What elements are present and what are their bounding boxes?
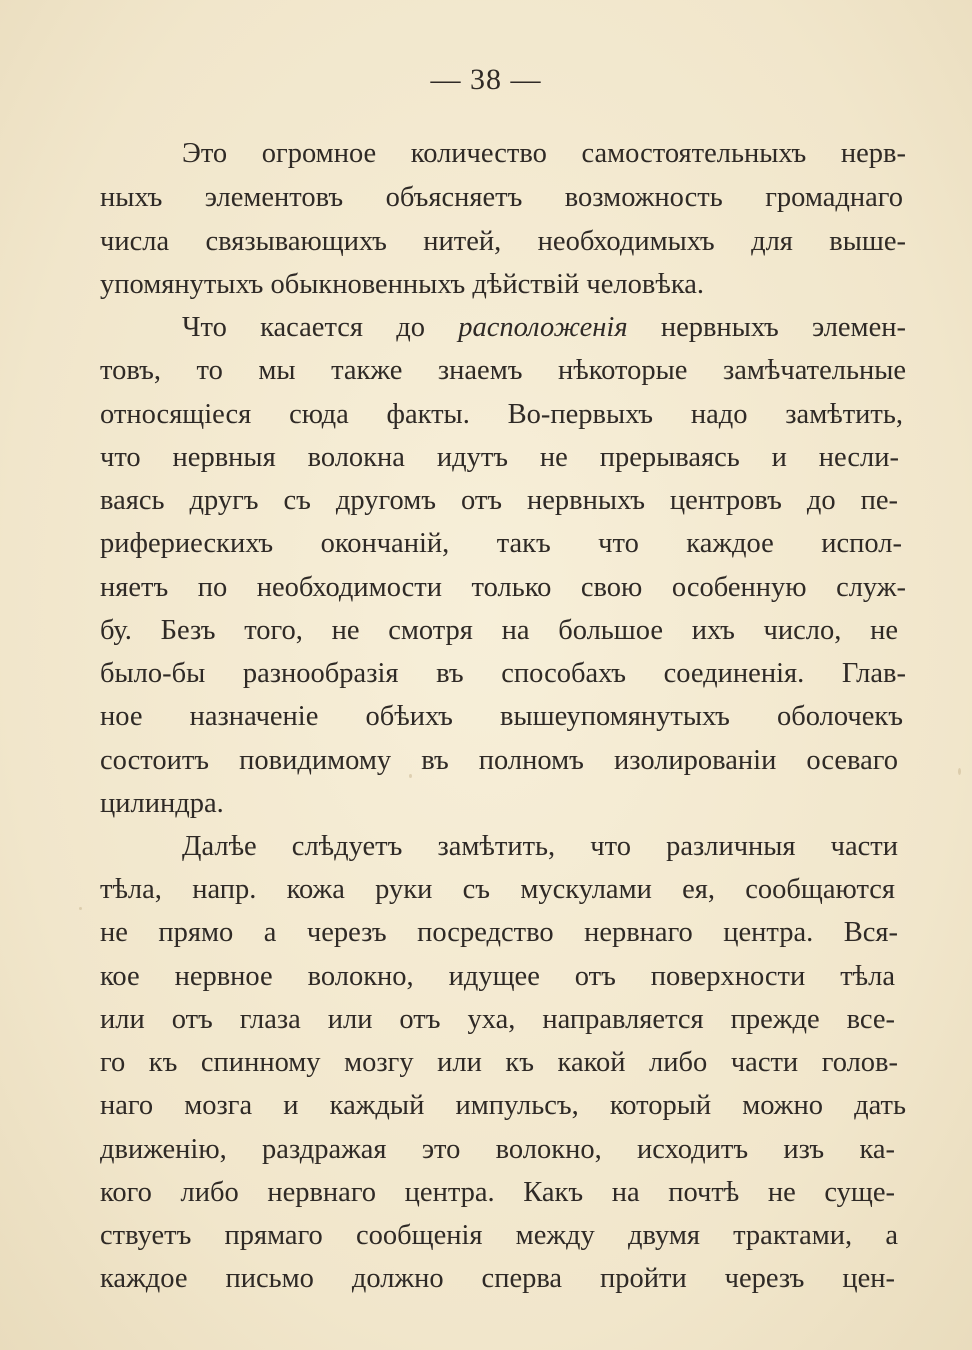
text-line: состоитъ повидимому въ полномъ изолированіи осеваго [100, 745, 898, 776]
text-line: упомянутыхъ обыкновенныхъ дѣйствій человѣка. [100, 269, 705, 300]
text-line: рифериескихъ окончаній, такъ что каждое испол- [100, 528, 902, 559]
page-number: — 38 — [430, 63, 542, 96]
text-line: Далѣе слѣдуетъ замѣтить, что различныя части [182, 831, 898, 862]
text-line: числа связывающихъ нитей, необходимыхъ для выше- [100, 226, 906, 257]
paper-speck [958, 768, 961, 775]
text-line: Это огромное количество самостоятельныхъ нерв- [182, 138, 906, 169]
text-line: относящіеся сюда факты. Во-первыхъ надо замѣтить, [100, 399, 903, 430]
text-line: кое нервное волокно, идущее отъ поверхности тѣла [100, 961, 895, 992]
text-line: няетъ по необходимости только свою особенную служ- [100, 572, 906, 603]
text-line: ное назначеніе обѣихъ вышеупомянутыхъ оболочекъ [100, 701, 903, 732]
text-line: не прямо а черезъ посредство нервнаго центра. Вся- [100, 917, 898, 948]
text-line: движенію, раздражая это волокно, исходитъ изъ ка- [100, 1134, 895, 1165]
text-run: Что касается до [182, 312, 459, 343]
text-line: было-бы разнообразія въ способахъ соединенія. Глав- [100, 658, 906, 689]
text-line: каждое письмо должно сперва пройти черезъ цен- [100, 1263, 895, 1294]
text-line: тѣла, напр. кожа руки съ мускулами ея, сообщаются [100, 874, 895, 905]
text-line: кого либо нервнаго центра. Какъ на почтѣ не суще- [100, 1177, 895, 1208]
text-line: ныхъ элементовъ объясняетъ возможность громаднаго [100, 182, 903, 213]
text-run: нервныхъ элемен- [627, 312, 906, 343]
text-line: что нервныя волокна идутъ не прерываясь и несли- [100, 442, 899, 473]
text-line [182, 306, 906, 350]
italic-word: расположенія [458, 312, 628, 343]
text-line: или отъ глаза или отъ уха, направляется прежде все- [100, 1004, 895, 1035]
text-line: наго мозга и каждый импульсъ, который можно дать [100, 1090, 906, 1121]
text-line: товъ, то мы также знаемъ нѣкоторые замѣчательные [100, 355, 906, 386]
text-line: ваясь другъ съ другомъ отъ нервныхъ центровъ до пе- [100, 485, 898, 516]
text-line: ствуетъ прямаго сообщенія между двумя трактами, а [100, 1220, 898, 1251]
text-line: го къ спинному мозгу или къ какой либо части голов- [100, 1047, 898, 1078]
text-line: бу. Безъ того, не смотря на большое ихъ число, не [100, 615, 898, 646]
text-line: цилиндра. [100, 788, 224, 819]
paper-speck [79, 907, 82, 910]
